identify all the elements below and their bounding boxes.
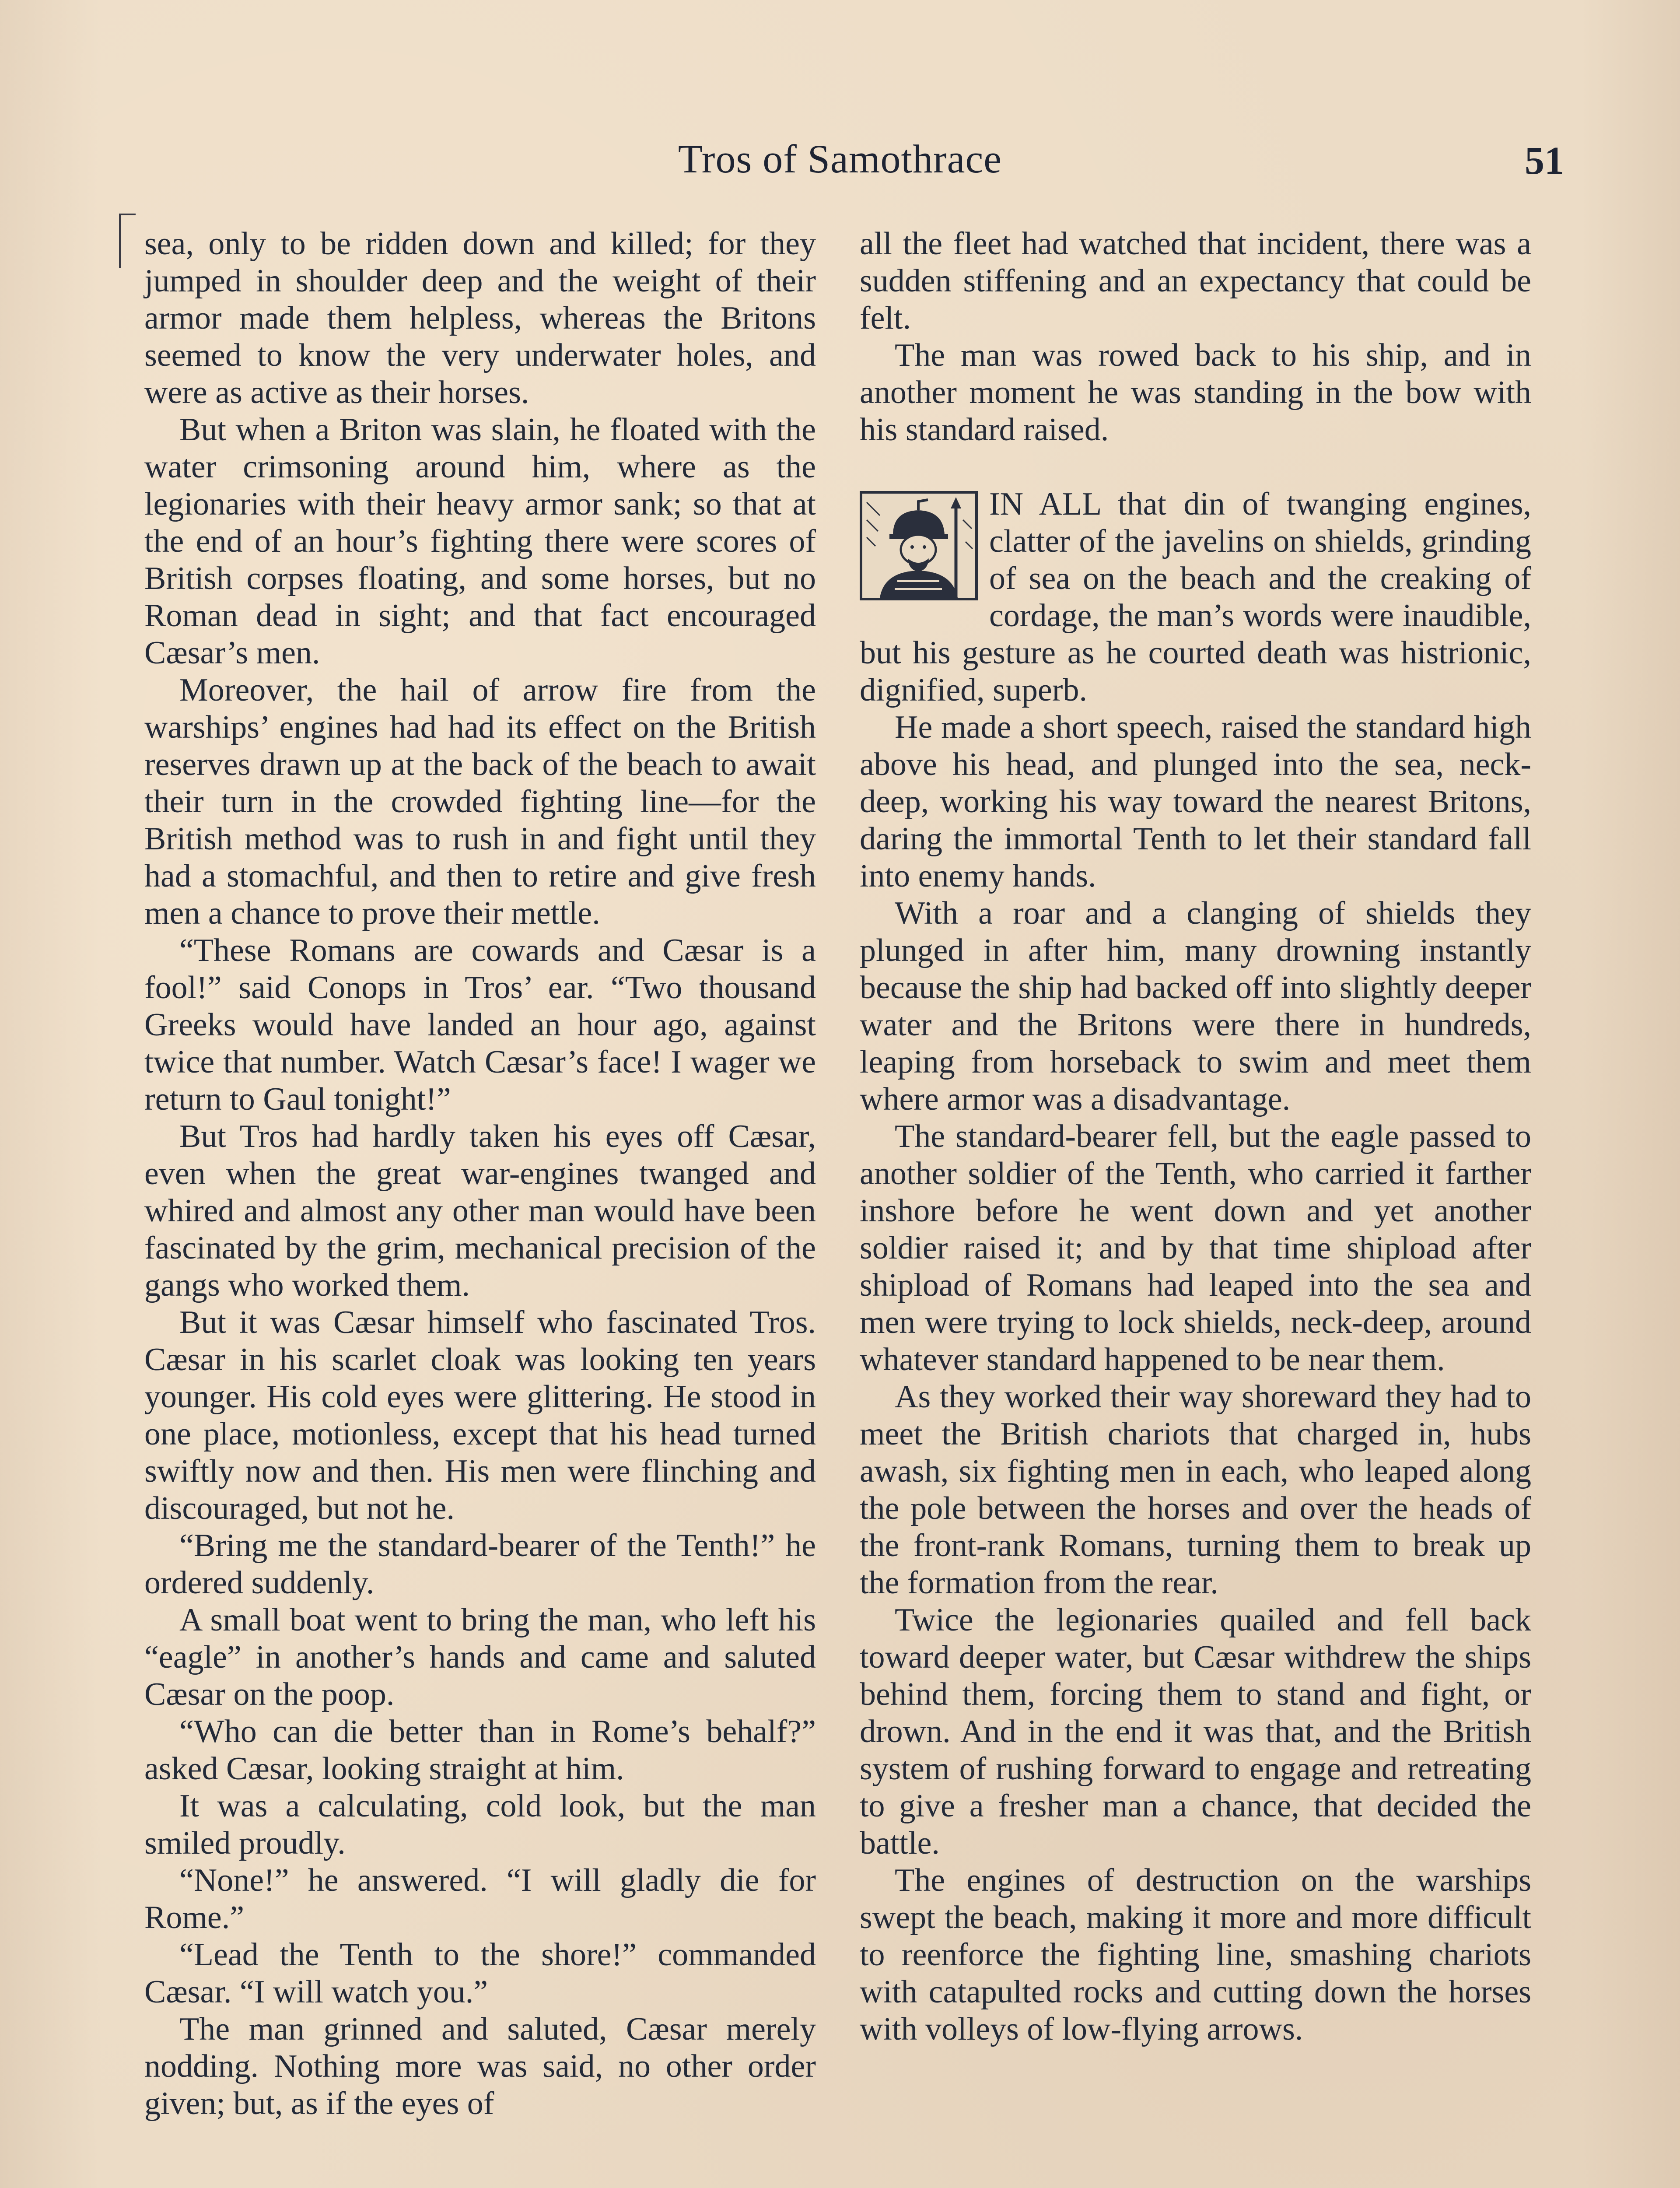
paragraph: sea, only to be ridden down and killed; for they jumped in shoulder deep and the weight of their armor made them helpless, whereas the Britons seemed to know the very underwater holes, and were as active as their horses. bbox=[144, 226, 816, 410]
paragraph: The man grinned and saluted, Cæsar merely nodding. Nothing more was said, no other order given; but, as if the eyes of bbox=[144, 2011, 816, 2121]
paragraph: The man was rowed back to his ship, and in another moment he was standing in the bow with his standard raised. bbox=[860, 337, 1531, 448]
paragraph: He made a short speech, raised the standard high above his head, and plunged into the sea, neck-deep, working his way toward the nearest Britons, daring the immortal Tenth to let their standard fall into enemy hands. bbox=[860, 709, 1531, 894]
paragraph: But it was Cæsar himself who fascinated Tros. Cæsar in his scarlet cloak was looking ten years younger. His cold eyes were glittering. He stood in one place, motionless, except that his head turned swiftly now and then. His men were flinching and discouraged, but not he. bbox=[144, 1304, 816, 1526]
running-head bbox=[0, 136, 1680, 188]
page-number: 51 bbox=[1525, 139, 1564, 182]
paragraph: With a roar and a clanging of shields they plunged in after him, many drowning instantly because the ship had backed off into slightly deeper water and the Britons were there in hundreds, leaping from horseback to swim and meet them where armor was a disadvantage. bbox=[860, 895, 1531, 1117]
paragraph: “Lead the Tenth to the shore!” commanded Cæsar. “I will watch you.” bbox=[144, 1937, 816, 2010]
paragraph: “These Romans are cowards and Cæsar is a fool!” said Conops in Tros’ ear. “Two thousand Greeks would have landed an hour ago, against twice that number. Watch Cæsar’s face! I wager we return to Gaul tonight!” bbox=[144, 933, 816, 1117]
page-title: Tros of Samothrace bbox=[678, 137, 1002, 181]
paragraph: all the fleet had watched that incident, there was a sudden stiffening and an expectancy that could be felt. bbox=[860, 226, 1531, 336]
crop-mark bbox=[119, 214, 136, 268]
chapter-illustration bbox=[860, 491, 978, 600]
helmeted-warrior-portrait-icon bbox=[862, 494, 975, 598]
drop-cap-text: IN ALL that din of twanging engines, clatter of the javelins on shields, grinding of sea on the beach and the creaking of cordage, the man’s words were inaudible, but his gesture as he courted death was histrionic, dignified, superb. bbox=[860, 486, 1531, 708]
paragraph: It was a calculating, cold look, but the man smiled proudly. bbox=[144, 1788, 816, 1861]
left-column bbox=[144, 225, 816, 2122]
paragraph: As they worked their way shoreward they had to meet the British chariots that charged in, hubs awash, six fighting men in each, who leaped along the pole between the horses and over the heads of the front-rank Romans, turning them to break up the formation from the rear. bbox=[860, 1379, 1531, 1601]
paragraph: Moreover, the hail of arrow fire from the warships’ engines had had its effect on the British reserves drawn up at the back of the beach to await their turn in the crowded fighting line—for the British method was to rush in and fight until they had a stomachful, and then to retire and give fresh men a chance to prove their mettle. bbox=[144, 672, 816, 931]
paragraph: The engines of destruction on the warships swept the beach, making it more and more difficult to reenforce the fighting line, smashing chariots with catapulted rocks and cutting down the horses with volleys of low-flying arrows. bbox=[860, 1862, 1531, 2047]
paragraph: But when a Briton was slain, he floated with the water crimsoning around him, where as the legionaries with their heavy armor sank; so that at the end of an hour’s fighting there were scores of British corpses floating, and some horses, but no Roman dead in sight; and that fact encouraged Cæsar’s men. bbox=[144, 412, 816, 671]
drop-cap-paragraph bbox=[860, 486, 1531, 709]
right-column bbox=[860, 225, 1531, 2048]
paragraph: Twice the legionaries quailed and fell back toward deeper water, but Cæsar withdrew the ships behind them, forcing them to stand and fight, or drown. And in the end it was that, and the British system of rushing forward to engage and retreating to give a fresher man a chance, that decided the battle. bbox=[860, 1602, 1531, 1861]
paragraph: “Bring me the standard-bearer of the Tenth!” he ordered suddenly. bbox=[144, 1528, 816, 1601]
paragraph: “None!” he answered. “I will gladly die for Rome.” bbox=[144, 1862, 816, 1936]
paragraph: But Tros had hardly taken his eyes off Cæsar, even when the great war-engines twanged and whired and almost any other man would have been fascinated by the grim, mechanical precision of the gangs who worked them. bbox=[144, 1119, 816, 1303]
paragraph: The standard-bearer fell, but the eagle passed to another soldier of the Tenth, who carried it farther inshore before he went down and yet another soldier raised it; and by that time shipload after shipload of Romans had leaped into the sea and men were trying to lock shields, neck-deep, around whatever standard happened to be near them. bbox=[860, 1119, 1531, 1378]
paragraph: “Who can die better than in Rome’s behalf?” asked Cæsar, looking straight at him. bbox=[144, 1714, 816, 1787]
paragraph: A small boat went to bring the man, who left his “eagle” in another’s hands and came and saluted Cæsar on the poop. bbox=[144, 1602, 816, 1712]
